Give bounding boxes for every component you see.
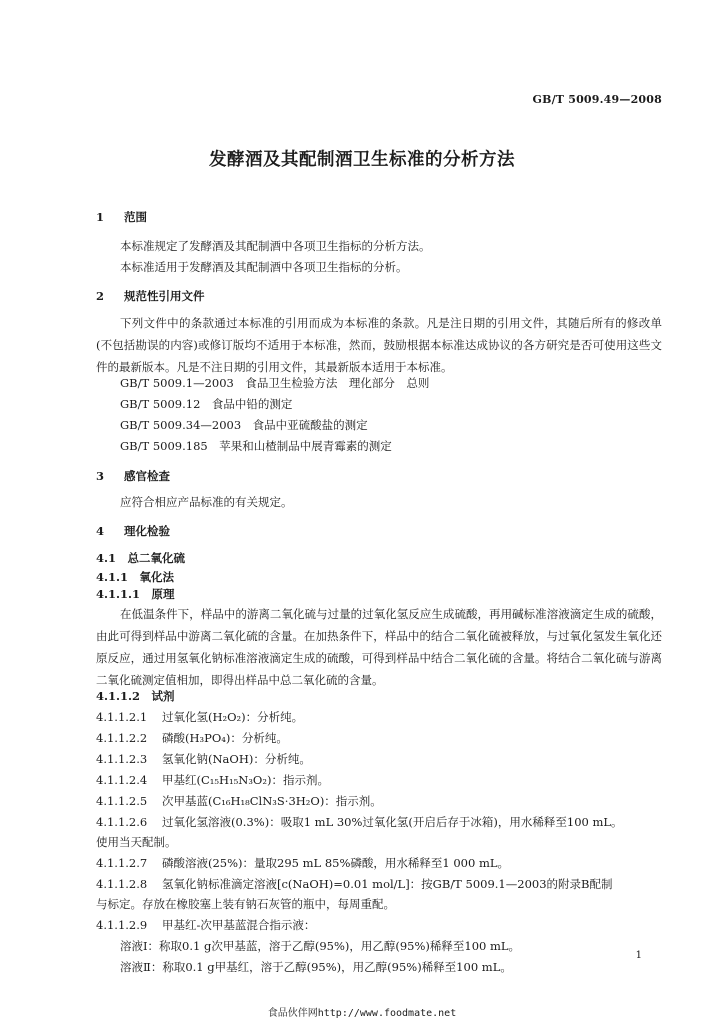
subsection-heading <box>96 550 185 566</box>
reference-paragraph: 下列文件中的条款通过本标准的引用而成为本标准的条款。凡是注日期的引用文件，其随后所有的修改单(不包括勘误的内容)或修订版均不适用于本标准，然而，鼓励根据本标准达成协议的各方研究是否可使用这些文件的最新版本。凡是不注日期的引用文件，其最新版本适用于本标准。 <box>96 316 662 374</box>
subsection-heading <box>96 586 175 602</box>
item-text: 过氧化氢(H₂O₂)：分析纯。 <box>162 710 304 724</box>
reagent-item <box>96 917 315 933</box>
section-3-heading <box>96 468 170 484</box>
section-title: 理化检验 <box>124 524 170 538</box>
reference-item: GB/T 5009.12 食品中铅的测定 <box>120 397 293 411</box>
item-text: 磷酸(H₃PO₄)：分析纯。 <box>162 731 288 745</box>
section-number: 1 <box>96 210 105 224</box>
page-title: 发酵酒及其配制酒卫生标准的分析方法 <box>209 150 515 170</box>
section-number: 4 <box>96 524 105 538</box>
section-1-heading <box>96 209 147 225</box>
section-title: 范围 <box>124 210 147 224</box>
item-id: 4.1.1.2.4 <box>96 773 148 787</box>
reagent-item <box>96 772 329 788</box>
subsection-title: 氧化法 <box>139 570 175 584</box>
footer-watermark: 食品伙伴网http://www.foodmate.net <box>267 1008 457 1019</box>
reference-item: GB/T 5009.185 苹果和山楂制品中展青霉素的测定 <box>120 439 392 453</box>
subsection-title: 原理 <box>151 587 175 601</box>
body-line: 应符合相应产品标准的有关规定。 <box>120 495 293 509</box>
section-number: 2 <box>96 289 105 303</box>
item-text: 过氧化氢溶液(0.3%)：吸取1 mL 30%过氧化氢(开启后存于冰箱)，用水稀释至100 mL。 <box>162 815 623 829</box>
subsection-id: 4.1.1 <box>96 570 129 584</box>
item-text: 氢氧化钠(NaOH)：分析纯。 <box>162 752 311 766</box>
section-2-heading <box>96 288 205 304</box>
subsection-id: 4.1.1.1 <box>96 587 141 601</box>
reference-item: GB/T 5009.34—2003 食品中亚硫酸盐的测定 <box>120 418 368 432</box>
item-text: 甲基红-次甲基蓝混合指示液： <box>162 918 316 932</box>
item-id: 4.1.1.2.2 <box>96 731 148 745</box>
subsection-id: 4.1.1.2 <box>96 689 141 703</box>
subsection-id: 4.1 <box>96 551 117 565</box>
reagent-item <box>96 709 303 725</box>
reagent-item <box>96 751 311 767</box>
reagent-item-continuation: 使用当天配制。 <box>96 835 177 849</box>
reagent-item <box>96 876 612 892</box>
section-number: 3 <box>96 469 105 483</box>
reference-item: GB/T 5009.1—2003 食品卫生检验方法 理化部分 总则 <box>120 376 430 390</box>
item-text: 磷酸溶液(25%)：量取295 mL 85%磷酸，用水稀释至1 000 mL。 <box>162 856 510 870</box>
principle-paragraph: 在低温条件下，样品中的游离二氧化硫与过量的过氧化氢反应生成硫酸，再用碱标准溶液滴定生成的硫酸，由此可得到样品中游离二氧化硫的含量。在加热条件下，样品中的结合二氧化硫被释放，与过氧化氢发生氧化还原反应，通过用氢氧化钠标准溶液滴定生成的硫酸，可得到样品中结合二氧化硫的含量。将结合二氧化硫与游离二氧化硫测定值相加，即得出样品中总二氧化硫的含量。 <box>96 607 662 687</box>
solution-line: 溶液Ⅱ：称取0.1 g甲基红，溶于乙醇(95%)，用乙醇(95%)稀释至100 mL。 <box>120 960 512 974</box>
subsection-heading <box>96 569 174 585</box>
item-id: 4.1.1.2.5 <box>96 794 148 808</box>
item-id: 4.1.1.2.9 <box>96 918 148 932</box>
page-number: 1 <box>635 950 642 961</box>
section-title: 规范性引用文件 <box>124 289 205 303</box>
reagent-item-continuation: 与标定。存放在橡胶塞上装有钠石灰管的瓶中，每周重配。 <box>96 897 395 911</box>
item-text: 甲基红(C₁₅H₁₅N₃O₂)：指示剂。 <box>162 773 329 787</box>
subsection-title: 试剂 <box>151 689 175 703</box>
reagent-item <box>96 793 382 809</box>
item-id: 4.1.1.2.3 <box>96 752 148 766</box>
item-text: 氢氧化钠标准滴定溶液[c(NaOH)=0.01 mol/L]：按GB/T 5009.1—2003的附录B配制 <box>162 877 613 891</box>
subsection-title: 总二氧化硫 <box>127 551 186 565</box>
item-id: 4.1.1.2.6 <box>96 815 148 829</box>
item-id: 4.1.1.2.1 <box>96 710 148 724</box>
item-text: 次甲基蓝(C₁₆H₁₈ClN₃S·3H₂O)：指示剂。 <box>162 794 382 808</box>
reagent-item <box>96 855 509 871</box>
section-title: 感官检查 <box>124 469 170 483</box>
body-line: 本标准规定了发酵酒及其配制酒中各项卫生指标的分析方法。 <box>120 239 431 253</box>
body-line: 本标准适用于发酵酒及其配制酒中各项卫生指标的分析。 <box>120 260 408 274</box>
reagent-item <box>96 814 623 830</box>
item-id: 4.1.1.2.7 <box>96 856 148 870</box>
standard-number: GB/T 5009.49—2008 <box>532 93 662 106</box>
section-4-heading <box>96 523 170 539</box>
subsection-heading <box>96 688 175 704</box>
solution-line: 溶液Ⅰ：称取0.1 g次甲基蓝，溶于乙醇(95%)，用乙醇(95%)稀释至100 mL。 <box>120 939 521 953</box>
reagent-item <box>96 730 288 746</box>
item-id: 4.1.1.2.8 <box>96 877 148 891</box>
